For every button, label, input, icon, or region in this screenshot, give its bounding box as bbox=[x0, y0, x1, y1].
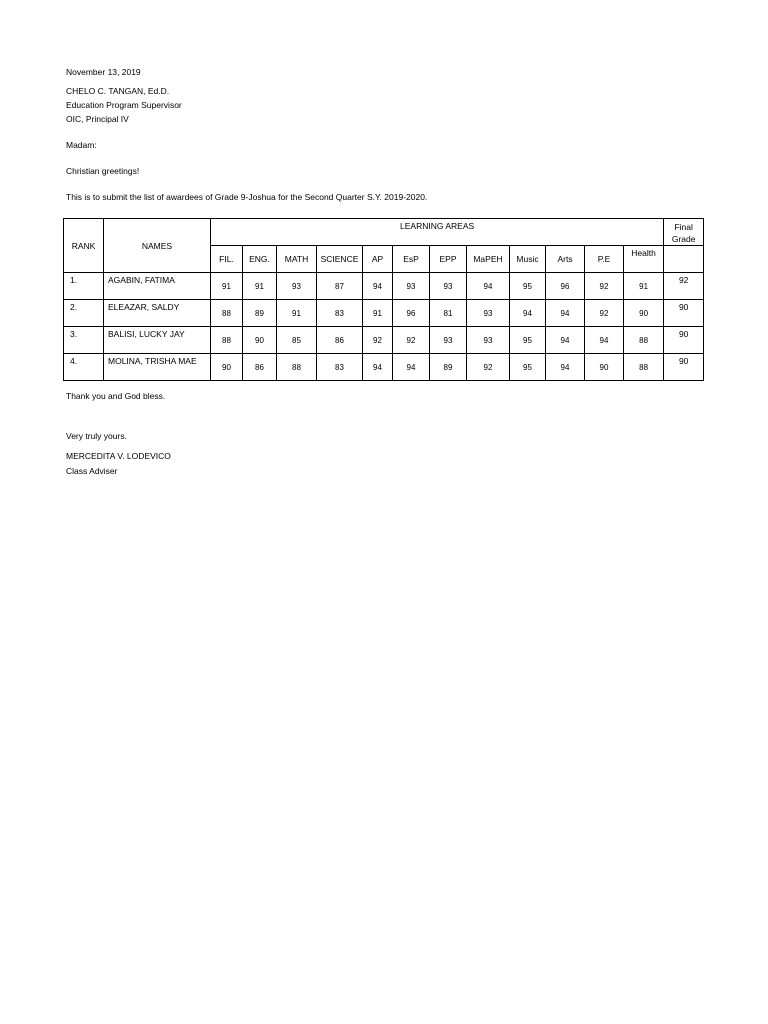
grade-cell: 88 bbox=[277, 354, 317, 381]
grade-cell: 83 bbox=[317, 300, 363, 327]
subject-header: Music bbox=[510, 246, 546, 273]
letter-date: November 13, 2019 bbox=[66, 67, 141, 77]
name-cell: ELEAZAR, SALDY bbox=[104, 300, 211, 327]
grade-cell: 94 bbox=[585, 327, 624, 354]
names-header: NAMES bbox=[104, 219, 211, 273]
grade-cell: 89 bbox=[243, 300, 277, 327]
subject-header: P.E bbox=[585, 246, 624, 273]
grade-cell: 95 bbox=[510, 354, 546, 381]
final-grade-header bbox=[664, 219, 704, 246]
grade-cell: 88 bbox=[211, 300, 243, 327]
subject-header: FIL. bbox=[211, 246, 243, 273]
grade-cell: 92 bbox=[393, 327, 430, 354]
learning-areas-header: LEARNING AREAS bbox=[211, 219, 664, 246]
recipient-title: Education Program Supervisor bbox=[66, 100, 182, 110]
subject-header: ENG. bbox=[243, 246, 277, 273]
grade-cell: 92 bbox=[585, 300, 624, 327]
grade-cell: 90 bbox=[211, 354, 243, 381]
rank-cell: 2. bbox=[64, 300, 104, 327]
grade-cell: 93 bbox=[467, 327, 510, 354]
grade-cell: 83 bbox=[317, 354, 363, 381]
grade-cell: 94 bbox=[546, 300, 585, 327]
grade-cell: 91 bbox=[277, 300, 317, 327]
salutation: Madam: bbox=[66, 140, 97, 150]
subject-header: AP bbox=[363, 246, 393, 273]
subject-header: MATH bbox=[277, 246, 317, 273]
grade-cell: 86 bbox=[243, 354, 277, 381]
recipient-office: OIC, Principal IV bbox=[66, 114, 129, 124]
table-row bbox=[64, 300, 704, 327]
subject-header: MaPEH bbox=[467, 246, 510, 273]
grade-cell: 94 bbox=[393, 354, 430, 381]
grade-cell: 86 bbox=[317, 327, 363, 354]
grade-cell: 93 bbox=[393, 273, 430, 300]
grade-cell: 93 bbox=[467, 300, 510, 327]
grade-cell: 94 bbox=[363, 354, 393, 381]
rank-cell: 3. bbox=[64, 327, 104, 354]
rank-header: RANK bbox=[64, 219, 104, 273]
grade-cell: 93 bbox=[430, 273, 467, 300]
grade-cell: 88 bbox=[211, 327, 243, 354]
final-grade-cell: 92 bbox=[664, 273, 704, 300]
grade-cell: 94 bbox=[467, 273, 510, 300]
subject-header: Arts bbox=[546, 246, 585, 273]
grade-cell: 95 bbox=[510, 327, 546, 354]
grade-cell: 91 bbox=[363, 300, 393, 327]
grade-cell: 94 bbox=[510, 300, 546, 327]
grade-cell: 89 bbox=[430, 354, 467, 381]
awardees-table bbox=[63, 218, 704, 381]
grade-cell: 91 bbox=[243, 273, 277, 300]
table-row bbox=[64, 327, 704, 354]
signer-name: MERCEDITA V. LODEVICO bbox=[66, 451, 171, 461]
final-grade-header-line2: Grade bbox=[671, 234, 696, 244]
table-row bbox=[64, 273, 704, 300]
name-cell: AGABIN, FATIMA bbox=[104, 273, 211, 300]
grade-cell: 96 bbox=[546, 273, 585, 300]
recipient-name: CHELO C. TANGAN, Ed.D. bbox=[66, 86, 170, 96]
grade-cell: 95 bbox=[510, 273, 546, 300]
grade-cell: 96 bbox=[393, 300, 430, 327]
grade-cell: 92 bbox=[585, 273, 624, 300]
final-grade-cell: 90 bbox=[664, 327, 704, 354]
grade-cell: 90 bbox=[585, 354, 624, 381]
grade-cell: 93 bbox=[277, 273, 317, 300]
body-paragraph: This is to submit the list of awardees of Grade 9-Joshua for the Second Quarter S.Y. 2019-2020. bbox=[66, 192, 428, 202]
final-grade-cell: 90 bbox=[664, 354, 704, 381]
grade-cell: 90 bbox=[243, 327, 277, 354]
grade-cell: 94 bbox=[546, 327, 585, 354]
subject-header: SCIENCE bbox=[317, 246, 363, 273]
table-row bbox=[64, 354, 704, 381]
final-grade-header-line1: Final bbox=[674, 222, 693, 232]
grade-cell: 92 bbox=[467, 354, 510, 381]
subject-header: Health bbox=[624, 246, 664, 273]
subject-header: EsP bbox=[393, 246, 430, 273]
grade-cell: 91 bbox=[624, 273, 664, 300]
grade-cell: 94 bbox=[363, 273, 393, 300]
grade-cell: 93 bbox=[430, 327, 467, 354]
name-cell: BALISI, LUCKY JAY bbox=[104, 327, 211, 354]
greeting: Christian greetings! bbox=[66, 166, 140, 176]
grade-cell: 81 bbox=[430, 300, 467, 327]
closing-line: Very truly yours. bbox=[66, 431, 127, 441]
rank-cell: 4. bbox=[64, 354, 104, 381]
thanks-line: Thank you and God bless. bbox=[66, 391, 166, 401]
grade-cell: 94 bbox=[546, 354, 585, 381]
name-cell: MOLINA, TRISHA MAE bbox=[104, 354, 211, 381]
grade-cell: 87 bbox=[317, 273, 363, 300]
grade-cell: 85 bbox=[277, 327, 317, 354]
grade-cell: 91 bbox=[211, 273, 243, 300]
grade-cell: 88 bbox=[624, 327, 664, 354]
grade-cell: 90 bbox=[624, 300, 664, 327]
subject-header: EPP bbox=[430, 246, 467, 273]
rank-cell: 1. bbox=[64, 273, 104, 300]
signer-title: Class Adviser bbox=[66, 466, 118, 476]
final-grade-cell: 90 bbox=[664, 300, 704, 327]
grade-cell: 88 bbox=[624, 354, 664, 381]
final-grade-blank bbox=[664, 246, 704, 273]
grade-cell: 92 bbox=[363, 327, 393, 354]
